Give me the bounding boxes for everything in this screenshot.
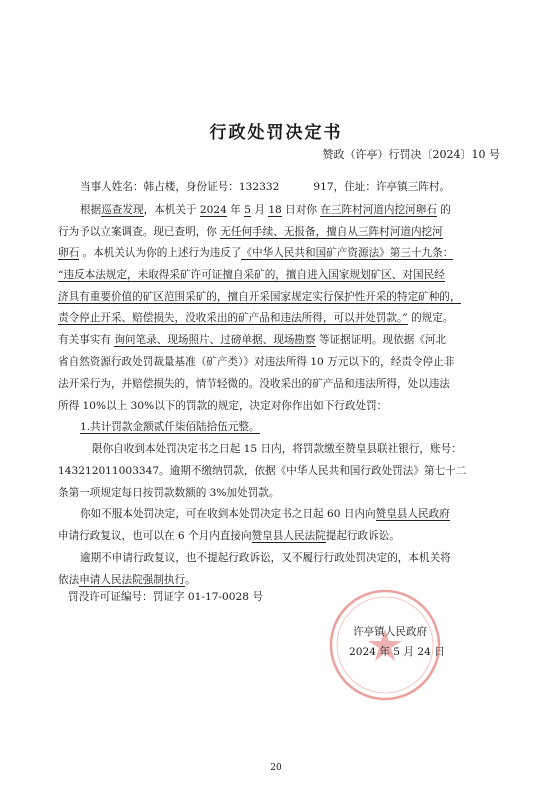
body-text-segment: 当事人姓名：韩占楼，身份证号：132332: [80, 181, 280, 193]
body-text-segment: 限你自收到本处罚决定书之日起 15 日内，将罚款缴至赞皇县联社银行，账号：: [92, 443, 462, 455]
issuing-authority: 许亭镇人民政府: [353, 626, 428, 638]
underlined-text: 卵石: [58, 247, 80, 259]
permit-number: 罚没许可证编号：罚证字 01-17-0028 号: [68, 591, 263, 603]
body-text-segment: 法开采行为，并赔偿损失的，情节轻微的。没收采出的矿产品和违法所得，处以违法: [58, 378, 450, 390]
body-text-segment: 。本机关认为你的上述行为违反了: [79, 247, 242, 259]
body-text-segment: 的规定。: [407, 312, 454, 324]
body-text-segment: 省自然资源行政处罚裁量基准（矿产类）》对违法所得 10 万元以下的，经责令停止非: [58, 356, 455, 368]
underlined-text: 《中华人民共和国矿产资源法》第三十九条：: [241, 247, 454, 259]
underlined-text: 赞皇县人民法院: [251, 530, 326, 542]
body-text-segment: 所得 10%以上 30%以下的罚款的规定，决定对你作出如下行政处罚：: [58, 400, 388, 412]
underlined-text: 1.共计罚款金额贰仟柒佰陆拾伍元整。: [80, 421, 260, 433]
body-text-segment: 月: [250, 204, 269, 216]
body-text-segment: 年: [226, 204, 245, 216]
body-text-segment: 根据: [80, 204, 102, 216]
body-line: [58, 460, 466, 482]
body-line: [58, 525, 400, 547]
body-line: [58, 286, 461, 308]
body-text-segment: 你如不服本处罚决定，可在收到本处罚决定书之日起 60 日内向: [80, 508, 376, 520]
body-line: [80, 503, 450, 525]
body-line: [58, 221, 443, 243]
body-line: [58, 373, 450, 395]
underlined-text: 5: [244, 204, 251, 216]
body-text-segment: 143212011003347。逾期不缴纳罚款，依据《中华人民共和国行政处罚法》第七十二: [58, 465, 467, 477]
body-line: [80, 416, 260, 438]
body-text-segment: ，本机关于: [143, 204, 200, 216]
body-line: [58, 569, 196, 591]
body-line: [92, 438, 462, 460]
underlined-text: 18: [268, 204, 282, 216]
underlined-text: 询问笔录、现场照片、过磅单据、现场勘察: [114, 334, 316, 346]
body-text-segment: 917，住址：许亭镇三阵村。: [313, 181, 451, 193]
underlined-text: 巡查发现: [101, 204, 144, 216]
body-line: [58, 329, 446, 351]
body-text-segment: 行为予以立案调查。现已查明，你: [58, 226, 221, 238]
document-title: 行政处罚决定书: [209, 123, 343, 143]
underlined-text: 2024: [199, 204, 227, 216]
body-text-segment: 逾期不申请行政复议，也不提起行政诉讼，又不履行行政处罚决定的，本机关将: [80, 552, 451, 564]
underlined-text: 济具有重要价值的矿区范围采矿的，擅自开采国家规定实行保护性开采的特定矿种的，: [58, 291, 461, 303]
body-text-segment: 有关事实有: [58, 334, 115, 346]
body-line: [58, 264, 445, 286]
body-line: [58, 242, 453, 264]
underlined-text: 赞皇县人民政府: [375, 508, 450, 520]
issue-date: 2024 年 5 月 24 日: [349, 646, 445, 658]
underlined-text: 无任何手续、无报备，擅自从三阵村河道内挖河: [220, 226, 443, 238]
body-line: [80, 176, 450, 198]
page-number: 20: [270, 763, 282, 773]
underlined-text: 在三阵村河道内挖河卵石: [320, 204, 437, 216]
document-number: 赞政（许亭）行罚决〔2024〕10 号: [322, 148, 500, 161]
body-line: [80, 199, 451, 221]
body-text-segment: 依法: [58, 574, 80, 586]
underlined-text: 责令停止开采、赔偿损失，没收采出的矿产品和违法所得，可以并处罚款。”: [58, 312, 408, 324]
underlined-text: “违反本法规定，未取得采矿许可证擅自采矿的，擅自进入国家规划矿区、对国民经: [58, 269, 445, 281]
body-text-segment: 条第一项规定每日按罚款数额的 3%加处罚款。: [58, 487, 280, 499]
body-line: [58, 307, 453, 329]
body-text-segment: 日对你: [281, 204, 321, 216]
body-line: [58, 395, 387, 417]
underlined-text: 申请人民法院强制执行: [79, 574, 186, 586]
body-text-segment: 等证据证明。现依据《河北: [315, 334, 447, 346]
body-line: [80, 547, 451, 569]
body-text-segment: 申请行政复议，也可以在 6 个月内直接向: [58, 530, 252, 542]
body-line: [58, 351, 454, 373]
body-text-segment: 。: [185, 574, 196, 586]
body-line: [58, 482, 279, 504]
body-text-segment: 提起行政诉讼。: [325, 530, 400, 542]
body-text-segment: 的: [436, 204, 451, 216]
